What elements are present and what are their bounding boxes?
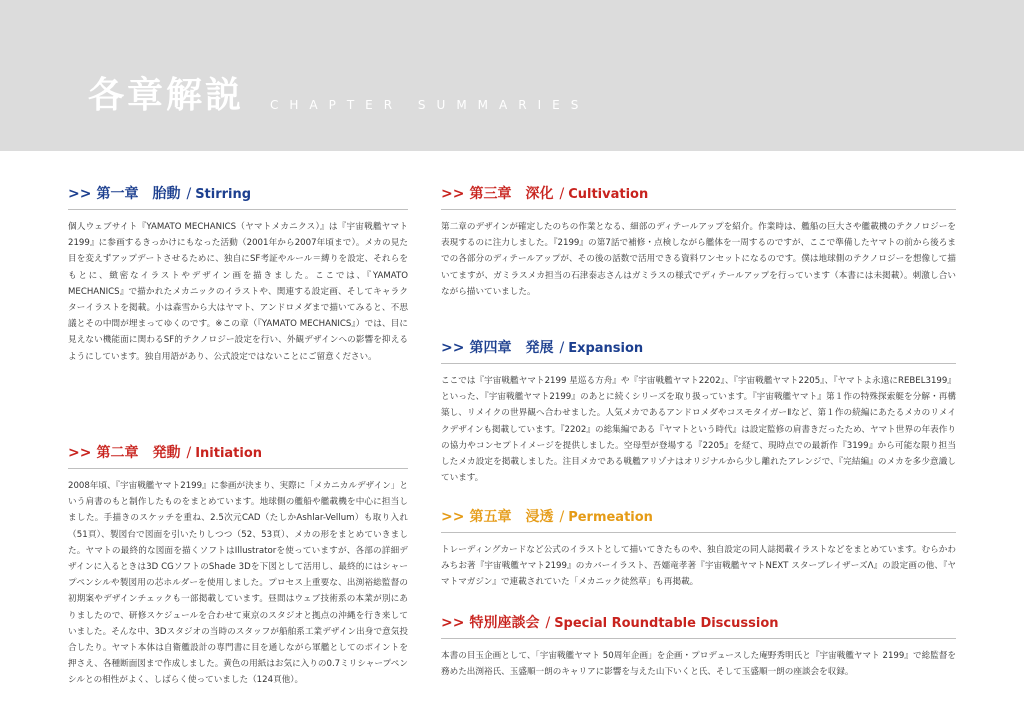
title-separator: /	[186, 186, 192, 202]
section-chapter-5	[441, 506, 956, 594]
section-title-jp: 特別座談会	[469, 615, 540, 631]
section-title-en: Permeation	[568, 510, 653, 525]
section-title-en: Initiation	[195, 446, 263, 461]
section-title-jp: 第三章 深化	[469, 186, 554, 202]
section-body: 本書の目玉企画として、「宇宙戦艦ヤマト 50周年企画」を企画・プロデュースした庵野秀明氏と『宇宙戦艦ヤマト 2199』で総監督を務めた出渕裕氏、玉盛順一朗のキャリアに影響を与えた山下いくと氏、そして玉盛順一朗の座談会を収録。	[441, 651, 956, 678]
title-separator: /	[559, 509, 565, 525]
header-banner	[0, 0, 1024, 151]
chevron-right-icon: >>	[441, 340, 465, 356]
section-title-jp: 第一章 胎動	[96, 186, 181, 202]
section-title-en: Special Roundtable Discussion	[554, 616, 779, 631]
section-body: 第二章のデザインが確定したのちの作業となる、細部のディテールアップを紹介。作業時は、艦船の巨大さや艦載機のテクノロジーを表現するのに注力しました。『2199』の第7話で補修・点検しながら艦体を一周するのですが、ここで準備したヤマトの前から後ろまでの各部分のディテールアップが、その後の話数で活用できる資料ワンセットになるのです。僕は地球側のテクノロジーを想像して描いてますが、ガミラスメカ担当の石津泰志さんはガミラスの様式でディテールアップを行っています（本書には未掲載）。刺激し合いながら描いていました。	[441, 222, 956, 297]
section-special-roundtable	[441, 612, 956, 680]
section-heading	[441, 612, 956, 639]
section-body: トレーディングカードなど公式のイラストとして描いてきたものや、独自設定の同人誌掲載イラストなどをまとめています。むらかわみちお著『宇宙戦艦ヤマト2199』のカバーイラスト、吾嬬竜孝著『宇宙戦艦ヤマトNEXT スターブレイザーズΛ』の設定画の他、『ヤマトマガジン』で連載されていた「メカニック徒然草」も再掲載。	[441, 545, 956, 588]
section-title-jp: 第二章 発動	[96, 445, 181, 461]
title-separator: /	[559, 186, 565, 202]
section-heading	[441, 183, 956, 210]
section-heading	[68, 442, 408, 469]
chevron-right-icon: >>	[441, 615, 465, 631]
section-heading	[441, 337, 956, 364]
title-separator: /	[545, 615, 551, 631]
left-column	[68, 183, 408, 689]
section-chapter-2	[68, 442, 408, 689]
section-heading	[68, 183, 408, 210]
section-title-en: Stirring	[195, 187, 252, 202]
section-body: ここでは『宇宙戦艦ヤマト2199 星巡る方舟』や『宇宙戦艦ヤマト2202』、『宇宙戦艦ヤマト2205』、『ヤマトよ永遠にREBEL3199』といった、『宇宙戦艦ヤマト2199』のあとに続くシリーズを取り扱っています。『宇宙戦艦ヤマト』第１作の特殊探索艇を分解・再構築し、リメイクの世界観へ合わせました。人気メカであるアンドロメダやコスモタイガーⅡなど、第１作の続編にあたるメカのリメイクデザインも掲載しています。『2202』の総集編である『ヤマトという時代』は設定監修の肩書きだったため、ヤマト世界の年表作りの協力やコンセプトイメージを提供しました。空母型が登場する『2205』を経て、現時点での最新作『3199』から可能な限り担当したメカ設定を掲載しました。注目メカである戦艦アリゾナはオリジナルから少し離れたアレンジで、『完結編』のメカを多少意識しています。	[441, 376, 956, 484]
chevron-right-icon: >>	[441, 509, 465, 525]
title-separator: /	[559, 340, 565, 356]
chevron-right-icon: >>	[68, 186, 92, 202]
section-chapter-3	[441, 183, 956, 319]
page-subtitle: CHAPTER SUMMARIES	[270, 98, 590, 112]
section-chapter-4	[441, 337, 956, 488]
section-body: 個人ウェブサイト『YAMATO MECHANICS（ヤマトメカニクス）』は『宇宙戦艦ヤマト2199』に参画するきっかけにもなった活動（2001年から2007年頃まで）。メカの見た目を変えずアップデートさせるために、独自にSF考証やルール＝縛りを設定、それらをもとに、緻密なイラストやデザイン画を描きました。ここでは、『YAMATO MECHANICS』で描かれたメカニックのイラストや、関連する設定画、そしてキャラクターイラストを掲載。小は森雪から大はヤマト、アンドロメダまで描いてみると、不思議とその中間が埋まってゆくのです。※この章（『YAMATO MECHANICS』）では、目に見えない機能面に関わるSF的テクノロジー設定を行い、外観デザインへの影響を抑えるようにしています。独自用語があり、公式設定ではないことにご留意ください。	[68, 222, 408, 362]
section-title-jp: 第四章 発展	[469, 340, 554, 356]
title-separator: /	[186, 445, 192, 461]
chevron-right-icon: >>	[68, 445, 92, 461]
chevron-right-icon: >>	[441, 186, 465, 202]
section-title-en: Expansion	[568, 341, 644, 356]
section-body: 2008年頃、『宇宙戦艦ヤマト2199』に参画が決まり、実際に「メカニカルデザイン」という肩書のもと制作したものをまとめています。地球側の艦船や艦載機を中心に担当しました。手描きのスケッチを重ね、2.5次元CAD（たしかAshlar-Vellum）も取り入れ（51頁）、製図台で図面を引いたりしつつ（52、53頁）、メカの形をまとめていきました。ヤマトの最終的な図面を描くソフトはIllustratorを使っていますが、各部の詳細デザインに入るときは3D CGソフトのShade 3Dを下図として活用し、最終的にはシャープペンシルや製図用の芯ホルダーを使用しました。プロセス上重要な、出渕裕総監督の初期案やデザインチェックも一部掲載しています。昼間はウェブ技術系の本業が別にありましたので、研修スケジュールを合わせて東京のスタジオと拠点の沖縄を行き来していました。そんな中、3Dスタジオの当時のスタッフが船舶系工業デザイン出身で意気投合したり。ヤマト本体は自衛艦設計の専門書に目を通しながら軍艦としてのポイントを押さえ、各種断面図まで作成しました。黄色の用紙はお気に入りの0.7ミリシャープペンシルとの相性がよく、しばらく使っていました（124頁他）。	[68, 481, 408, 686]
section-chapter-1	[68, 183, 408, 424]
section-heading	[441, 506, 956, 533]
section-title-jp: 第五章 浸透	[469, 509, 554, 525]
page-title: 各章解説	[88, 75, 245, 116]
section-title-en: Cultivation	[568, 187, 649, 202]
right-column	[441, 183, 956, 680]
